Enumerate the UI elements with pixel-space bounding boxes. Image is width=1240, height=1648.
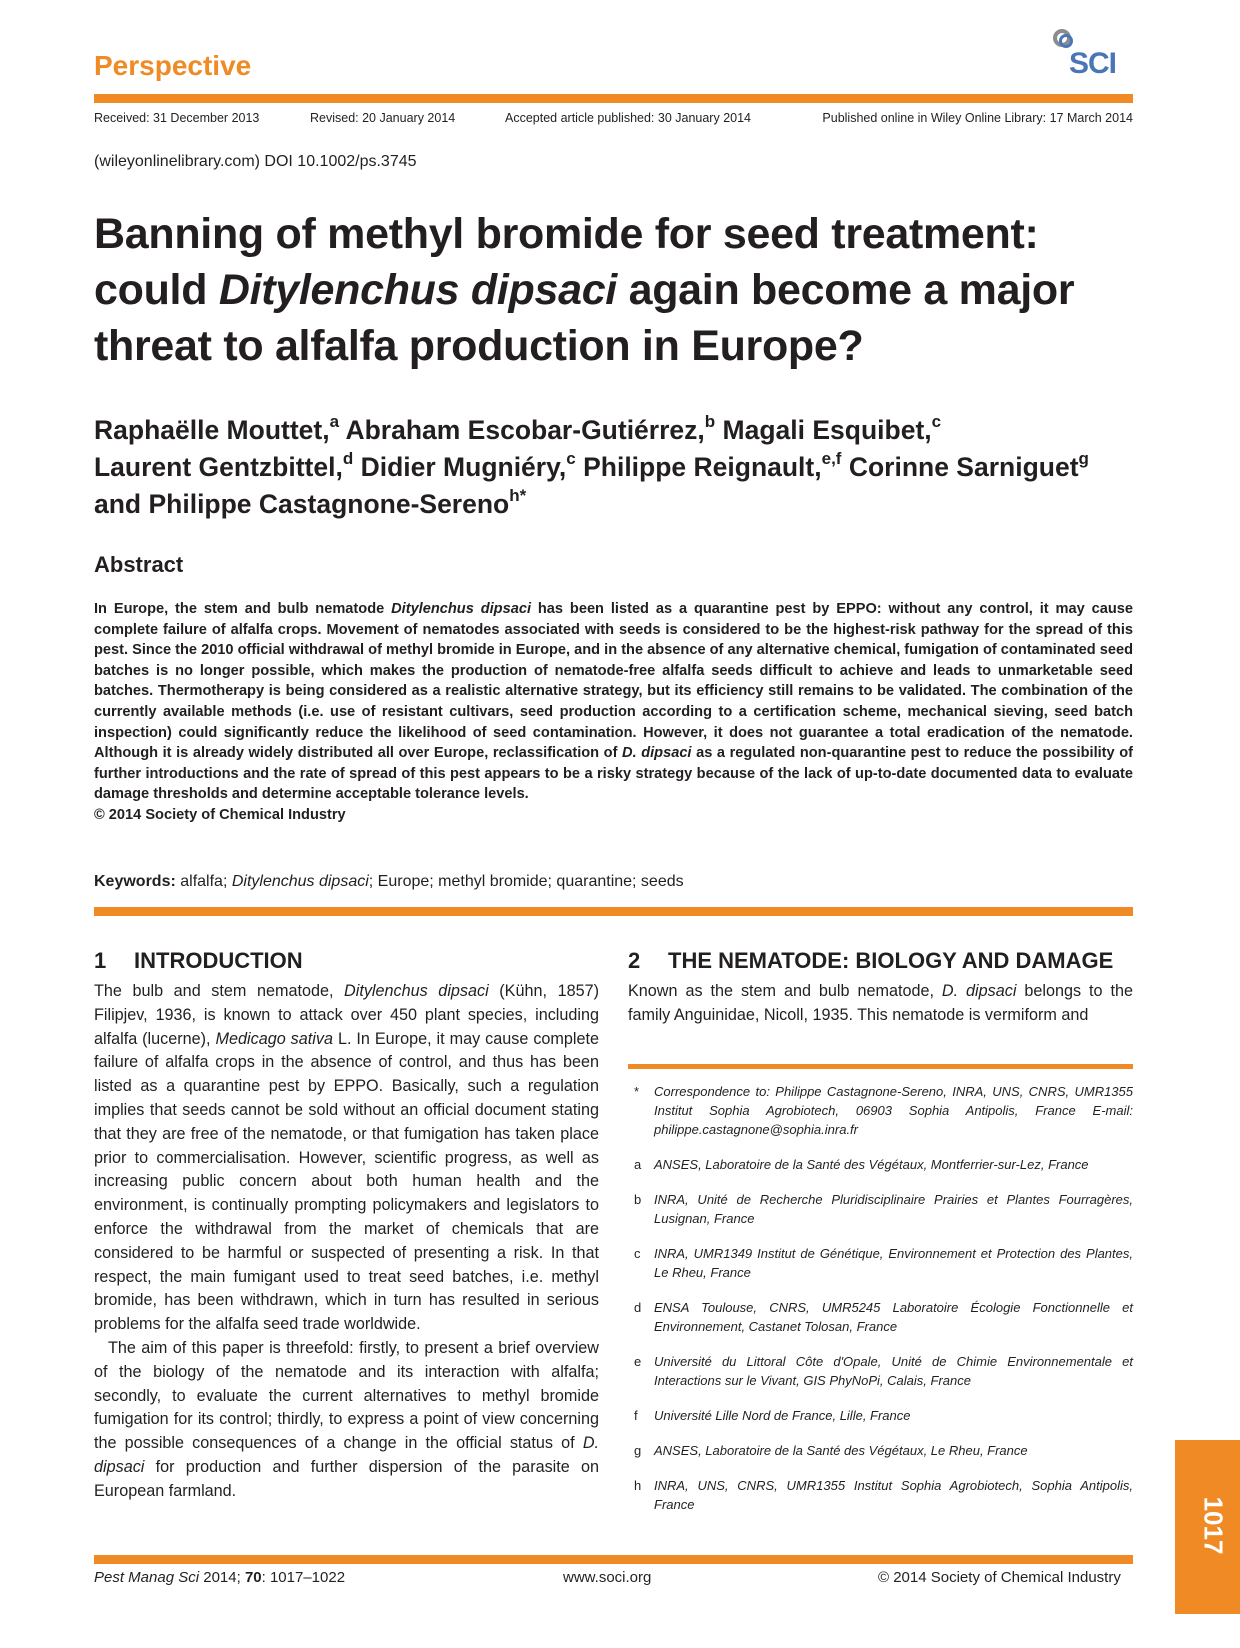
footnote: * Correspondence to: Philippe Castagnone-Sereno, INRA, UNS, CNRS, UMR1355 Institut Sophia Agrobiotech, 06903 Sophia Antipolis, France E-mail: philippe.castagnone@sophia.inra.fr	[634, 1084, 1133, 1137]
title-line-2	[94, 262, 1154, 318]
abstract-heading: Abstract	[94, 552, 184, 577]
doi: (wileyonlinelibrary.com) DOI 10.1002/ps.3745	[94, 153, 417, 170]
section-rule	[94, 907, 1133, 916]
author: Raphaëlle Mouttet,$^a$	[94, 412, 340, 445]
author: Laurent Gentzbittel,$^d$	[94, 449, 354, 482]
author: Didier Mugniéry,$^c$	[360, 449, 576, 482]
abstract-copyright: © 2014 Society of Chemical Industry	[94, 806, 346, 823]
affiliations	[628, 1082, 1133, 1530]
author-list	[94, 412, 1134, 523]
article-title	[94, 206, 1154, 374]
footer-copyright: © 2014 Society of Chemical Industry	[878, 1569, 1121, 1586]
intro-paragraph-2: The aim of this paper is threefold: firstly, to present a brief overview of the biology of the nematode and its interaction with alfalfa; secondly, to evaluate the current alternatives to methyl bromide fumigation for its control; thirdly, to express a point of view concerning the possible consequences of a change in the official status of D. dipsaci for production and further dispersion of the parasite on European farmland.	[94, 1338, 599, 1500]
keywords: Keywords: alfalfa; Ditylenchus dipsaci; Europe; methyl bromide; quarantine; seeds	[94, 873, 684, 890]
author: Corinne Sarniguet$^g$	[848, 449, 1089, 482]
title-line-1: Banning of methyl bromide for seed treatment:	[94, 210, 1039, 258]
footnote: d ENSA Toulouse, CNRS, UMR5245 Laboratoire Écologie Fonctionnelle et Environnement, Castanet Tolosan, France	[634, 1300, 1133, 1334]
intro-heading: 1 INTRODUCTION	[94, 948, 303, 973]
date-published: Published online in Wiley Online Library: 17 March 2014	[822, 111, 1133, 125]
date-received: Received: 31 December 2013	[94, 111, 260, 125]
page-number-tab	[1175, 1440, 1240, 1614]
logo-ring-inner-icon	[1059, 34, 1073, 48]
header-rule	[94, 94, 1133, 103]
nematode-heading: 2 THE NEMATODE: BIOLOGY AND DAMAGE	[628, 948, 1114, 973]
title-text: again become a major	[616, 266, 1075, 314]
title-text: could	[94, 266, 219, 314]
title-line-3: threat to alfalfa production in Europe?	[94, 322, 864, 370]
nematode-paragraph-1: Known as the stem and bulb nematode, D. dipsaci belongs to the family Anguinidae, Nicoll, 1935. This nematode is vermiform and	[628, 982, 1134, 1024]
author: Abraham Escobar-Gutiérrez,$^b$	[345, 412, 716, 445]
section-label: Perspective	[94, 50, 252, 81]
footnote: g ANSES, Laboratoire de la Santé des Végétaux, Le Rheu, France	[634, 1443, 1028, 1458]
logo-text: SCI	[1069, 47, 1117, 80]
footnote: e Université du Littoral Côte d'Opale, Unité de Chimie Environnementale et Interactions sur le Vivant, GIS PhyNoPi, Calais, France	[634, 1354, 1133, 1388]
footnote: b INRA, Unité de Recherche Pluridisciplinaire Prairies et Plantes Fourragères, Lusignan, France	[634, 1192, 1133, 1226]
page-number: 1017	[1198, 1496, 1229, 1555]
footer-site-link[interactable]: www.soci.org	[563, 1569, 652, 1586]
date-revised: Revised: 20 January 2014	[310, 111, 456, 125]
footnote: f Université Lille Nord de France, Lille, France	[634, 1408, 911, 1423]
footer-rule	[94, 1555, 1133, 1564]
footnote: a ANSES, Laboratoire de la Santé des Végétaux, Montferrier-sur-Lez, France	[634, 1157, 1089, 1172]
abstract-text: In Europe, the stem and bulb nematode Ditylenchus dipsaci has been listed as a quarantine pest by EPPO: without any control, it may cause complete failure of alfalfa crops. Movement of nematodes associated with seeds is considered to be the highest-risk pathway for the spread of this pest. Since the 2010 official withdrawal of methyl bromide in Europe, and in the absence of any alternative chemical, fumigation of contaminated seed batches is no longer possible, which makes the production of nematode-free alfalfa seeds difficult to achieve and leads to unmarketable seed batches. Thermotherapy is being considered as a realistic alternative strategy, but its efficiency still remains to be validated. The combination of the currently available methods (i.e. use of resistant cultivars, seed production according to a certification scheme, mechanical sieving, seed batch inspection) could significantly reduce the likelihood of seed contamination. However, it does not guarantee a total eradication of the nematode. Although it is already widely distributed all over Europe, reclassification of D. dipsaci as a regulated non-quarantine pest to reduce the possibility of further introductions and the rate of spread of this pest appears to be a risky strategy because of the lack of up-to-date documented data to evaluate damage thresholds and determine acceptable tolerance levels. © 2014 Society of Chemical Industry	[94, 601, 1134, 823]
date-accepted: Accepted article published: 30 January 2014	[505, 111, 751, 125]
footnote: c INRA, UMR1349 Institut de Génétique, Environnement et Protection des Plantes, Le Rheu, France	[634, 1246, 1133, 1280]
footer-citation: Pest Manag Sci 2014; 70: 1017–1022	[94, 1569, 346, 1586]
nematode-body	[628, 980, 1133, 1028]
author: Philippe Reignault,$^{e,f}$	[583, 449, 842, 482]
intro-paragraph-1: The bulb and stem nematode, Ditylenchus dipsaci (Kühn, 1857) Filipjev, 1936, is known to attack over 450 plant species, including alfalfa (lucerne), Medicago sativa L. In Europe, it may cause complete failure of alfalfa crops in the absence of control, and thus has been listed as a quarantine pest by EPPO. Basically, such a regulation implies that seeds cannot be sold without an official document stating that they are free of the nematode, or that fumigation has taken place prior to commercialisation. However, scientific progress, as well as increasing public concern about both human health and the environment, is continually prompting policymakers and legislators to enforce the withdrawal from the market of chemicals that are considered to be harmful or suspected of presenting a risk. In that respect, the main fumigant used to treat seed batches, i.e. methyl bromide, has been withdrawn, which in turn has resulted in serious problems for the alfalfa seed trade worldwide.	[94, 982, 600, 1334]
sci-logo	[1053, 29, 1133, 85]
intro-body	[94, 980, 599, 1504]
footnote: h INRA, UNS, CNRS, UMR1355 Institut Sophia Agrobiotech, Sophia Antipolis, France	[634, 1478, 1133, 1512]
title-species: Ditylenchus dipsaci	[218, 266, 617, 314]
author: Magali Esquibet,$^c$	[722, 412, 942, 445]
footnote-rule	[628, 1064, 1133, 1069]
author: and Philippe Castagnone-Sereno$^{h*}$	[94, 486, 527, 519]
